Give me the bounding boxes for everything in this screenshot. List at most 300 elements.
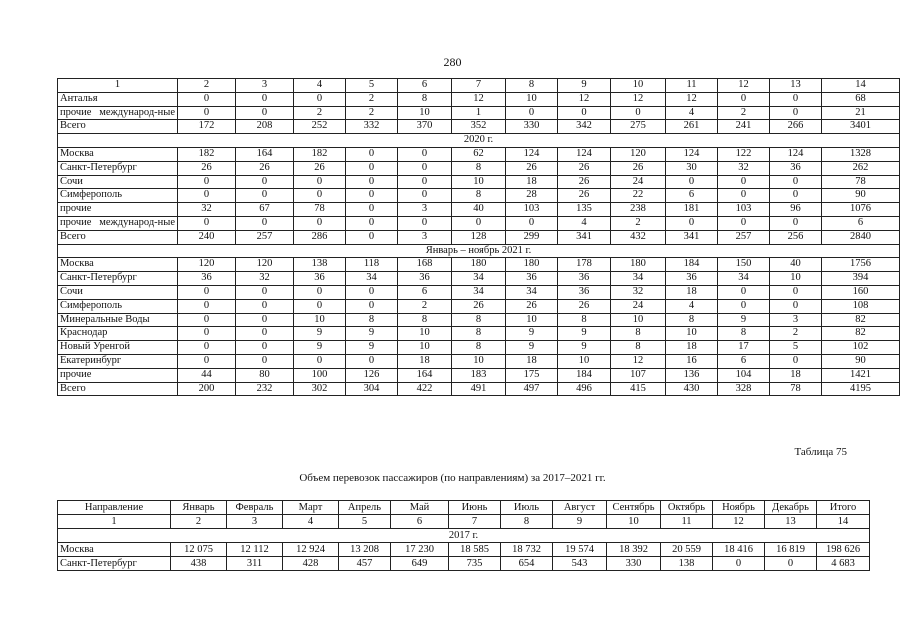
table-header-row xyxy=(58,79,900,93)
value-cell: 0 xyxy=(178,354,236,368)
value-cell: 18 xyxy=(506,175,558,189)
row-label-cell: Санкт-Петербург xyxy=(58,272,178,286)
value-cell: 150 xyxy=(718,258,770,272)
value-cell: 19 574 xyxy=(553,543,607,557)
value-cell: 543 xyxy=(553,557,607,571)
row-label-cell: Москва xyxy=(58,258,178,272)
column-number-cell: 13 xyxy=(765,515,817,529)
value-cell: 0 xyxy=(718,216,770,230)
column-number-cell: 14 xyxy=(822,79,900,93)
value-cell: 4 xyxy=(558,216,611,230)
value-cell: 10 xyxy=(452,354,506,368)
value-cell: 0 xyxy=(178,285,236,299)
row-label-cell: Симферополь xyxy=(58,189,178,203)
value-cell: 135 xyxy=(558,203,611,217)
value-cell: 22 xyxy=(611,189,666,203)
table-row xyxy=(58,230,900,244)
value-cell: 1421 xyxy=(822,368,900,382)
value-cell: 649 xyxy=(391,557,449,571)
value-cell: 12 xyxy=(452,92,506,106)
column-number-cell: 13 xyxy=(770,79,822,93)
value-cell: 0 xyxy=(346,285,398,299)
value-cell: 8 xyxy=(452,327,506,341)
section-row xyxy=(58,134,900,148)
value-cell: 175 xyxy=(506,368,558,382)
value-cell: 0 xyxy=(398,175,452,189)
value-cell: 128 xyxy=(452,230,506,244)
value-cell: 62 xyxy=(452,147,506,161)
column-header-cell: Январь xyxy=(171,501,227,515)
row-label-cell: Санкт-Петербург xyxy=(58,557,171,571)
column-number-row xyxy=(58,515,870,529)
column-number-cell: 7 xyxy=(449,515,501,529)
value-cell: 6 xyxy=(666,189,718,203)
column-number-cell: 7 xyxy=(452,79,506,93)
value-cell: 241 xyxy=(718,120,770,134)
row-label-cell: Москва xyxy=(58,543,171,557)
value-cell: 0 xyxy=(178,175,236,189)
value-cell: 9 xyxy=(558,327,611,341)
value-cell: 32 xyxy=(611,285,666,299)
value-cell: 26 xyxy=(294,161,346,175)
value-cell: 0 xyxy=(346,354,398,368)
value-cell: 4 683 xyxy=(817,557,870,571)
value-cell: 0 xyxy=(294,92,346,106)
value-cell: 5 xyxy=(770,341,822,355)
value-cell: 10 xyxy=(666,327,718,341)
value-cell: 26 xyxy=(506,299,558,313)
table-row xyxy=(58,285,900,299)
value-cell: 10 xyxy=(398,106,452,120)
table-row xyxy=(58,147,900,161)
value-cell: 178 xyxy=(558,258,611,272)
column-number-cell: 8 xyxy=(506,79,558,93)
value-cell: 18 xyxy=(666,341,718,355)
value-cell: 182 xyxy=(178,147,236,161)
value-cell: 124 xyxy=(558,147,611,161)
section-label: 2017 г. xyxy=(58,529,870,543)
value-cell: 0 xyxy=(770,92,822,106)
value-cell: 0 xyxy=(178,327,236,341)
value-cell: 4 xyxy=(666,299,718,313)
row-label-cell: прочие xyxy=(58,203,178,217)
value-cell: 8 xyxy=(666,313,718,327)
column-number-cell: 9 xyxy=(553,515,607,529)
value-cell: 261 xyxy=(666,120,718,134)
table-row xyxy=(58,258,900,272)
value-cell: 26 xyxy=(178,161,236,175)
column-number-cell: 4 xyxy=(283,515,339,529)
value-cell: 286 xyxy=(294,230,346,244)
value-cell: 0 xyxy=(178,216,236,230)
value-cell: 8 xyxy=(398,313,452,327)
value-cell: 208 xyxy=(236,120,294,134)
table-row xyxy=(58,543,870,557)
value-cell: 0 xyxy=(236,285,294,299)
value-cell: 180 xyxy=(611,258,666,272)
column-header-cell: Май xyxy=(391,501,449,515)
value-cell: 172 xyxy=(178,120,236,134)
section-label: 2020 г. xyxy=(58,134,900,148)
value-cell: 96 xyxy=(770,203,822,217)
value-cell: 257 xyxy=(718,230,770,244)
value-cell: 24 xyxy=(611,175,666,189)
value-cell: 120 xyxy=(236,258,294,272)
value-cell: 0 xyxy=(506,216,558,230)
value-cell: 0 xyxy=(718,189,770,203)
row-label-cell: Всего xyxy=(58,230,178,244)
value-cell: 28 xyxy=(506,189,558,203)
section-row xyxy=(58,529,870,543)
column-header-cell: Март xyxy=(283,501,339,515)
value-cell: 0 xyxy=(398,189,452,203)
row-label-cell: Новый Уренгой xyxy=(58,341,178,355)
value-cell: 432 xyxy=(611,230,666,244)
value-cell: 26 xyxy=(558,299,611,313)
value-cell: 332 xyxy=(346,120,398,134)
value-cell: 394 xyxy=(822,272,900,286)
row-label-cell: Сочи xyxy=(58,175,178,189)
value-cell: 164 xyxy=(236,147,294,161)
value-cell: 20 559 xyxy=(661,543,713,557)
column-header-cell: Направление xyxy=(58,501,171,515)
value-cell: 0 xyxy=(178,92,236,106)
value-cell: 328 xyxy=(718,382,770,396)
value-cell: 0 xyxy=(236,175,294,189)
value-cell: 2 xyxy=(718,106,770,120)
value-cell: 0 xyxy=(398,216,452,230)
value-cell: 0 xyxy=(346,147,398,161)
value-cell: 9 xyxy=(346,327,398,341)
value-cell: 12 xyxy=(611,92,666,106)
value-cell: 26 xyxy=(558,175,611,189)
value-cell: 3401 xyxy=(822,120,900,134)
value-cell: 256 xyxy=(770,230,822,244)
value-cell: 10 xyxy=(558,354,611,368)
column-number-cell: 1 xyxy=(58,515,171,529)
value-cell: 428 xyxy=(283,557,339,571)
value-cell: 122 xyxy=(718,147,770,161)
value-cell: 2 xyxy=(294,106,346,120)
value-cell: 6 xyxy=(822,216,900,230)
table-row xyxy=(58,203,900,217)
value-cell: 422 xyxy=(398,382,452,396)
value-cell: 497 xyxy=(506,382,558,396)
value-cell: 12 xyxy=(666,92,718,106)
section-label: Январь – ноябрь 2021 г. xyxy=(58,244,900,258)
value-cell: 0 xyxy=(346,299,398,313)
value-cell: 0 xyxy=(718,175,770,189)
value-cell: 16 xyxy=(666,354,718,368)
value-cell: 34 xyxy=(346,272,398,286)
value-cell: 8 xyxy=(452,341,506,355)
value-cell: 0 xyxy=(346,230,398,244)
value-cell: 4195 xyxy=(822,382,900,396)
value-cell: 438 xyxy=(171,557,227,571)
column-number-cell: 12 xyxy=(718,79,770,93)
value-cell: 9 xyxy=(718,313,770,327)
value-cell: 252 xyxy=(294,120,346,134)
value-cell: 0 xyxy=(236,92,294,106)
value-cell: 2 xyxy=(346,106,398,120)
column-header-cell: Август xyxy=(553,501,607,515)
value-cell: 17 xyxy=(718,341,770,355)
value-cell: 9 xyxy=(346,341,398,355)
value-cell: 0 xyxy=(770,285,822,299)
table-row xyxy=(58,175,900,189)
column-header-cell: Декабрь xyxy=(765,501,817,515)
value-cell: 352 xyxy=(452,120,506,134)
value-cell: 257 xyxy=(236,230,294,244)
value-cell: 330 xyxy=(506,120,558,134)
table-row xyxy=(58,341,900,355)
value-cell: 0 xyxy=(178,189,236,203)
value-cell: 200 xyxy=(178,382,236,396)
value-cell: 168 xyxy=(398,258,452,272)
value-cell: 18 392 xyxy=(607,543,661,557)
row-label-cell: прочие международ-ные xyxy=(58,216,178,230)
table-row xyxy=(58,299,900,313)
value-cell: 240 xyxy=(178,230,236,244)
value-cell: 0 xyxy=(398,147,452,161)
value-cell: 0 xyxy=(765,557,817,571)
value-cell: 735 xyxy=(449,557,501,571)
value-cell: 10 xyxy=(770,272,822,286)
column-number-cell: 6 xyxy=(398,79,452,93)
row-label-cell: Всего xyxy=(58,120,178,134)
value-cell: 1328 xyxy=(822,147,900,161)
value-cell: 36 xyxy=(506,272,558,286)
value-cell: 34 xyxy=(506,285,558,299)
value-cell: 10 xyxy=(506,313,558,327)
value-cell: 0 xyxy=(666,216,718,230)
value-cell: 126 xyxy=(346,368,398,382)
value-cell: 120 xyxy=(178,258,236,272)
table-title: Объем перевозок пассажиров (по направлениям) за 2017–2021 гг. xyxy=(299,472,606,484)
value-cell: 0 xyxy=(666,175,718,189)
value-cell: 138 xyxy=(661,557,713,571)
value-cell: 0 xyxy=(236,106,294,120)
table-label: Таблица 75 xyxy=(794,446,847,458)
column-header-cell: Сентябрь xyxy=(607,501,661,515)
value-cell: 0 xyxy=(718,92,770,106)
value-cell: 370 xyxy=(398,120,452,134)
value-cell: 8 xyxy=(346,313,398,327)
value-cell: 78 xyxy=(822,175,900,189)
value-cell: 18 732 xyxy=(501,543,553,557)
column-number-cell: 3 xyxy=(227,515,283,529)
column-header-cell: Февраль xyxy=(227,501,283,515)
value-cell: 342 xyxy=(558,120,611,134)
value-cell: 2 xyxy=(770,327,822,341)
value-cell: 3 xyxy=(398,203,452,217)
column-header-cell: Апрель xyxy=(339,501,391,515)
value-cell: 0 xyxy=(236,189,294,203)
table-row xyxy=(58,354,900,368)
value-cell: 36 xyxy=(558,272,611,286)
value-cell: 0 xyxy=(770,175,822,189)
column-number-cell: 11 xyxy=(661,515,713,529)
value-cell: 21 xyxy=(822,106,900,120)
value-cell: 0 xyxy=(294,216,346,230)
value-cell: 108 xyxy=(822,299,900,313)
value-cell: 8 xyxy=(611,341,666,355)
value-cell: 78 xyxy=(294,203,346,217)
value-cell: 0 xyxy=(558,106,611,120)
row-label-cell: Краснодар xyxy=(58,327,178,341)
column-number-cell: 2 xyxy=(178,79,236,93)
column-number-cell: 10 xyxy=(607,515,661,529)
value-cell: 0 xyxy=(236,327,294,341)
value-cell: 90 xyxy=(822,354,900,368)
value-cell: 0 xyxy=(452,216,506,230)
value-cell: 90 xyxy=(822,189,900,203)
value-cell: 13 208 xyxy=(339,543,391,557)
column-header-cell: Октябрь xyxy=(661,501,713,515)
value-cell: 40 xyxy=(452,203,506,217)
value-cell: 16 819 xyxy=(765,543,817,557)
table-row xyxy=(58,216,900,230)
value-cell: 107 xyxy=(611,368,666,382)
passenger-flights-table xyxy=(57,78,900,396)
value-cell: 103 xyxy=(506,203,558,217)
column-number-cell: 11 xyxy=(666,79,718,93)
column-number-cell: 5 xyxy=(346,79,398,93)
column-number-cell: 4 xyxy=(294,79,346,93)
value-cell: 36 xyxy=(558,285,611,299)
value-cell: 3 xyxy=(770,313,822,327)
value-cell: 3 xyxy=(398,230,452,244)
value-cell: 2 xyxy=(611,216,666,230)
value-cell: 32 xyxy=(178,203,236,217)
value-cell: 17 230 xyxy=(391,543,449,557)
value-cell: 36 xyxy=(178,272,236,286)
column-header-cell: Июнь xyxy=(449,501,501,515)
table-row xyxy=(58,161,900,175)
value-cell: 9 xyxy=(294,327,346,341)
column-number-cell: 5 xyxy=(339,515,391,529)
value-cell: 0 xyxy=(713,557,765,571)
value-cell: 0 xyxy=(770,299,822,313)
value-cell: 0 xyxy=(611,106,666,120)
value-cell: 182 xyxy=(294,147,346,161)
value-cell: 0 xyxy=(346,161,398,175)
value-cell: 2 xyxy=(346,92,398,106)
column-number-cell: 14 xyxy=(817,515,870,529)
value-cell: 266 xyxy=(770,120,822,134)
row-label-cell: прочие xyxy=(58,368,178,382)
value-cell: 0 xyxy=(346,189,398,203)
value-cell: 12 075 xyxy=(171,543,227,557)
value-cell: 18 416 xyxy=(713,543,765,557)
row-label-cell: Минеральные Воды xyxy=(58,313,178,327)
value-cell: 0 xyxy=(346,216,398,230)
value-cell: 8 xyxy=(558,313,611,327)
value-cell: 18 xyxy=(666,285,718,299)
value-cell: 124 xyxy=(770,147,822,161)
value-cell: 8 xyxy=(452,189,506,203)
value-cell: 183 xyxy=(452,368,506,382)
value-cell: 415 xyxy=(611,382,666,396)
column-header-cell: Итого xyxy=(817,501,870,515)
value-cell: 0 xyxy=(770,189,822,203)
value-cell: 0 xyxy=(236,313,294,327)
table-row xyxy=(58,327,900,341)
value-cell: 124 xyxy=(506,147,558,161)
value-cell: 78 xyxy=(770,382,822,396)
value-cell: 4 xyxy=(666,106,718,120)
table-header-row xyxy=(58,501,870,515)
value-cell: 10 xyxy=(398,327,452,341)
value-cell: 118 xyxy=(346,258,398,272)
value-cell: 10 xyxy=(611,313,666,327)
value-cell: 40 xyxy=(770,258,822,272)
value-cell: 180 xyxy=(506,258,558,272)
value-cell: 0 xyxy=(294,285,346,299)
table-row xyxy=(58,557,870,571)
value-cell: 0 xyxy=(770,106,822,120)
value-cell: 68 xyxy=(822,92,900,106)
value-cell: 30 xyxy=(666,161,718,175)
value-cell: 0 xyxy=(294,299,346,313)
column-number-cell: 2 xyxy=(171,515,227,529)
value-cell: 491 xyxy=(452,382,506,396)
page-number: 280 xyxy=(443,55,462,69)
value-cell: 34 xyxy=(452,285,506,299)
value-cell: 262 xyxy=(822,161,900,175)
value-cell: 82 xyxy=(822,327,900,341)
column-header-cell: Ноябрь xyxy=(713,501,765,515)
value-cell: 275 xyxy=(611,120,666,134)
value-cell: 26 xyxy=(506,161,558,175)
value-cell: 26 xyxy=(236,161,294,175)
value-cell: 26 xyxy=(558,161,611,175)
value-cell: 299 xyxy=(506,230,558,244)
value-cell: 136 xyxy=(666,368,718,382)
value-cell: 8 xyxy=(398,92,452,106)
value-cell: 0 xyxy=(294,189,346,203)
value-cell: 44 xyxy=(178,368,236,382)
value-cell: 10 xyxy=(398,341,452,355)
column-number-cell: 3 xyxy=(236,79,294,93)
value-cell: 67 xyxy=(236,203,294,217)
value-cell: 124 xyxy=(666,147,718,161)
value-cell: 654 xyxy=(501,557,553,571)
value-cell: 160 xyxy=(822,285,900,299)
value-cell: 18 xyxy=(398,354,452,368)
row-label-cell: Москва xyxy=(58,147,178,161)
value-cell: 18 xyxy=(770,368,822,382)
value-cell: 302 xyxy=(294,382,346,396)
value-cell: 184 xyxy=(666,258,718,272)
value-cell: 36 xyxy=(666,272,718,286)
table-row xyxy=(58,189,900,203)
value-cell: 12 xyxy=(558,92,611,106)
value-cell: 0 xyxy=(178,313,236,327)
value-cell: 0 xyxy=(236,354,294,368)
value-cell: 0 xyxy=(346,203,398,217)
value-cell: 0 xyxy=(178,341,236,355)
value-cell: 0 xyxy=(398,161,452,175)
passenger-volume-table xyxy=(57,500,870,571)
value-cell: 0 xyxy=(236,299,294,313)
value-cell: 180 xyxy=(452,258,506,272)
row-label-cell: Екатеринбург xyxy=(58,354,178,368)
value-cell: 2840 xyxy=(822,230,900,244)
value-cell: 8 xyxy=(718,327,770,341)
value-cell: 457 xyxy=(339,557,391,571)
value-cell: 181 xyxy=(666,203,718,217)
